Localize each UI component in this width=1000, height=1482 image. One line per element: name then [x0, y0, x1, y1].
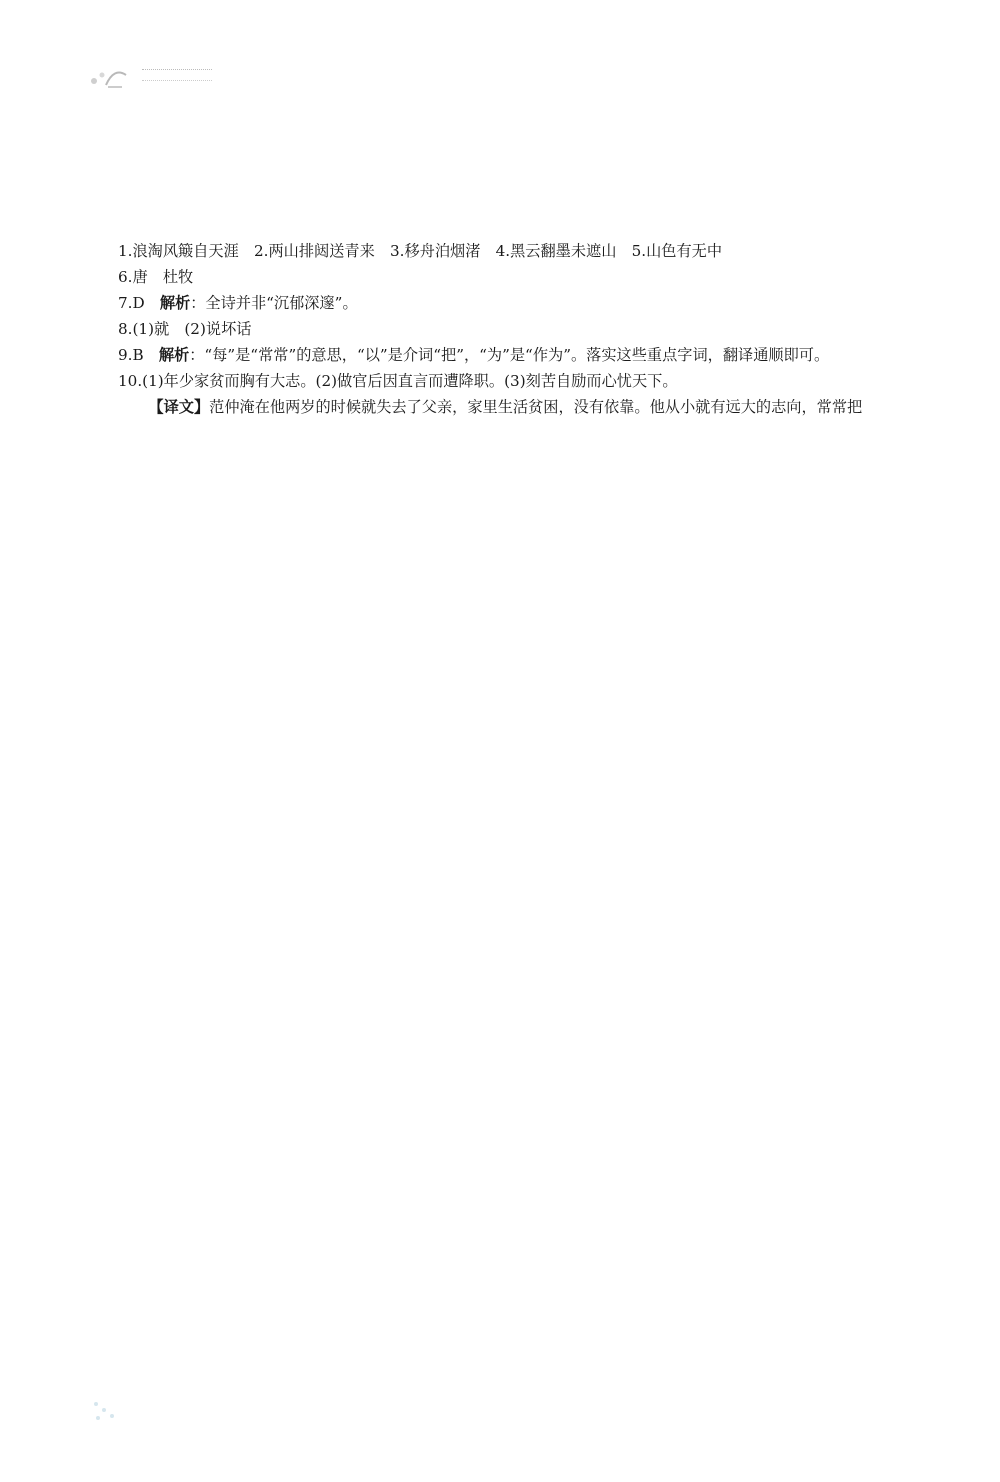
section-title [118, 424, 954, 470]
main-content [118, 108, 954, 472]
answer-line: 8.(1)就 (2)说坏话 [118, 320, 252, 338]
header-logo [88, 58, 212, 92]
section-answers [118, 238, 954, 420]
page-decoration-icon [90, 1396, 124, 1426]
watermark-logo [820, 1402, 970, 1476]
translation-label: 【译文】 [148, 398, 210, 416]
logo-emblem-icon [88, 61, 128, 89]
answer-line: 9.B 解析：“每”是“常常”的意思，“以”是介词“把”，“为”是“作为”。落实这些重点字词，翻译通顺即可。 [118, 346, 830, 364]
answer-line: 6.唐 杜牧 [118, 268, 194, 286]
answer-line: 【译文】范仲淹在他两岁的时候就失去了父亲，家里生活贫困，没有依靠。他从小就有远大的志向，常常把 [148, 398, 863, 416]
answer-line: 10.(1)年少家贫而胸有大志。(2)做官后因直言而遭降职。(3)刻苦自励而心忧天下。 [118, 372, 678, 390]
answer-line: 1.浪淘风簸自天涯 2.两山排闼送青来 3.移舟泊烟渚 4.黑云翻墨未遮山 5.山色有无中 [118, 242, 723, 260]
logo-decoration [142, 69, 212, 81]
answer-line [118, 108, 954, 134]
answer-line [118, 160, 954, 186]
section-title [118, 190, 954, 236]
analysis-label: 解析 [158, 346, 190, 364]
answer-line [118, 134, 954, 160]
answer-line: 7.D 解析：全诗并非“沉郁深邃”。 [118, 294, 358, 312]
analysis-label: 解析 [159, 294, 191, 312]
